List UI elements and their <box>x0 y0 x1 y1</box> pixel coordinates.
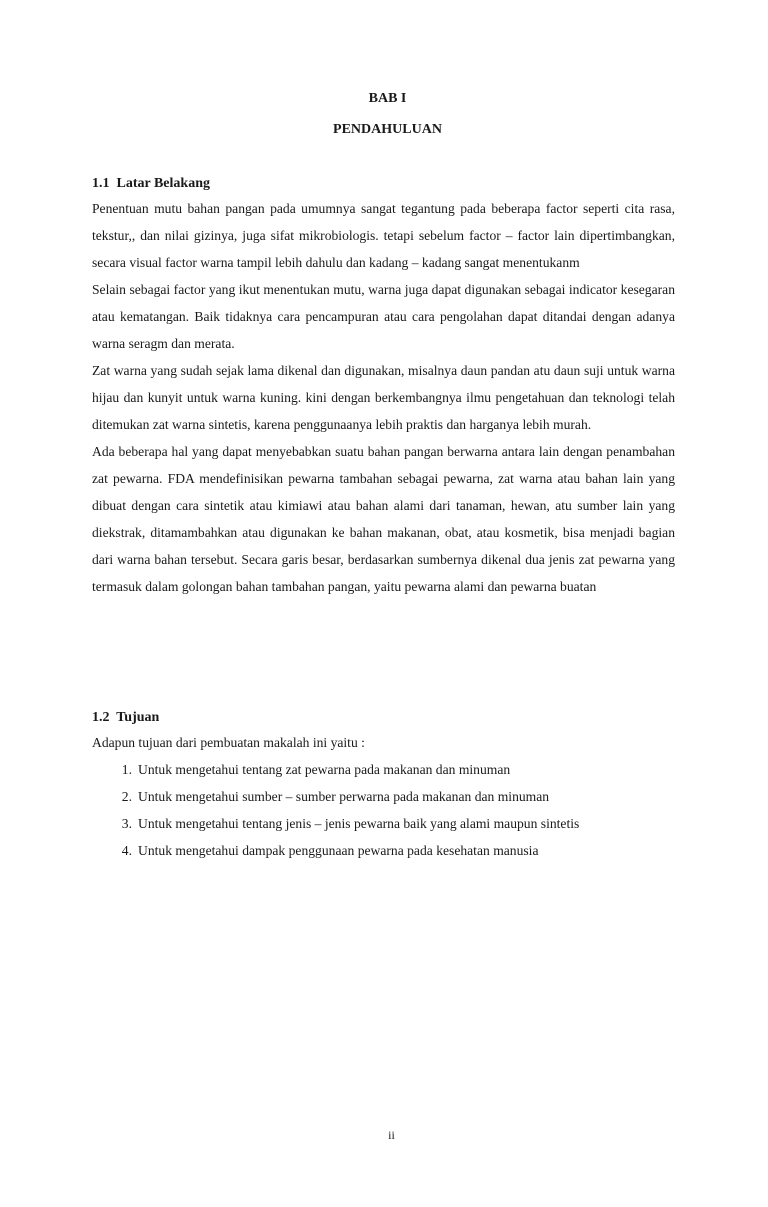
goal-list <box>92 756 579 864</box>
section-heading-tujuan: 1.2 Tujuan <box>92 710 160 725</box>
chapter-number: BAB I <box>368 91 407 106</box>
tujuan-intro: Adapun tujuan dari pembuatan makalah ini yaitu : <box>92 735 365 750</box>
page-number: ii <box>388 1128 395 1142</box>
paragraph: Zat warna yang sudah sejak lama dikenal dan digunakan, misalnya daun pandan atu daun suji untuk warna hijau dan kunyit untuk warna kuning. kini dengan berkembangnya ilmu pengetahuan dan teknologi telah ditemukan zat warna sintetis, karena penggunaanya lebih praktis dan harganya lebih murah. <box>92 363 675 432</box>
list-item-number: 1. <box>121 762 132 777</box>
paragraph: Penentuan mutu bahan pangan pada umumnya sangat tegantung pada beberapa factor seperti cita rasa, tekstur,, dan nilai gizinya, juga sifat mikrobiologis. tetapi sebelum factor – factor lain dipertimbangkan, secara visual factor warna tampil lebih dahulu dan kadang – kadang sangat menentukanm <box>92 201 675 270</box>
list-item <box>92 756 579 783</box>
list-item-number: 4. <box>121 843 132 858</box>
list-item-text: Untuk mengetahui tentang jenis – jenis pewarna baik yang alami maupun sintetis <box>138 816 580 831</box>
list-item <box>92 783 579 810</box>
list-item-number: 2. <box>121 789 132 804</box>
paragraph: Selain sebagai factor yang ikut menentukan mutu, warna juga dapat digunakan sebagai indicator kesegaran atau kematangan. Baik tidaknya cara pencampuran atau cara pengolahan dapat ditandai dengan adanya warna seragm dan merata. <box>92 282 675 351</box>
chapter-title: PENDAHULUAN <box>333 122 442 137</box>
list-item <box>92 810 579 837</box>
list-item-text: Untuk mengetahui sumber – sumber perwarna pada makanan dan minuman <box>138 789 550 804</box>
paragraph: Ada beberapa hal yang dapat menyebabkan suatu bahan pangan berwarna antara lain dengan penambahan zat pewarna. FDA mendefinisikan pewarna tambahan sebagai pewarna, zat warna atau bahan lain yang dibuat dengan cara sintetik atau kimiawi atau bahan alami dari tanaman, hewan, atu sumber lain yang diekstrak, ditamambahkan atau digunakan ke bahan makanan, obat, atau kosmetik, bisa menjadi bagian dari warna bahan tersebut. Secara garis besar, berdasarkan sumbernya dikenal dua jenis zat pewarna yang termasuk dalam golongan bahan tambahan pangan, yaitu pewarna alami dan pewarna buatan <box>92 444 675 594</box>
list-item <box>92 837 579 864</box>
list-item-number: 3. <box>121 816 132 831</box>
section-heading-latar-belakang: 1.1 Latar Belakang <box>92 176 210 191</box>
section-body-latar-belakang <box>92 195 675 600</box>
list-item-text: Untuk mengetahui tentang zat pewarna pada makanan dan minuman <box>138 762 511 777</box>
list-item-text: Untuk mengetahui dampak penggunaan pewarna pada kesehatan manusia <box>138 843 539 858</box>
